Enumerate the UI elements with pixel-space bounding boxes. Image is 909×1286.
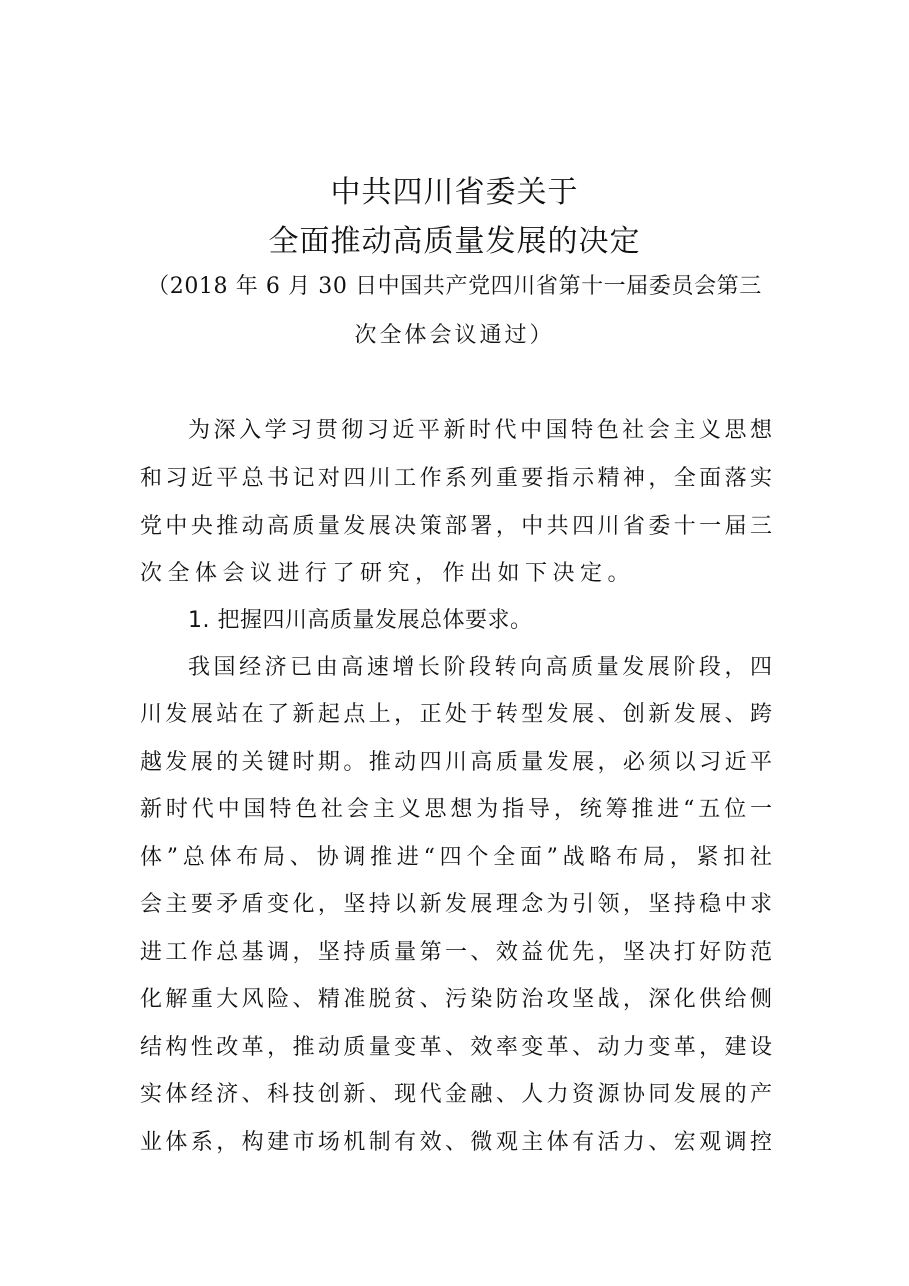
paragraph-2-line: 化解重大风险、精准脱贫、污染防治攻坚战，深化供给侧	[140, 987, 772, 1012]
paragraph-1-line: 次全体会议进行了研究，作出如下决定。	[140, 561, 636, 586]
paragraph-2-line: 进工作总基调，坚持质量第一、效益优先，坚决打好防范	[140, 940, 772, 965]
paragraph-2-line: 会主要矛盾变化，坚持以新发展理念为引领，坚持稳中求	[140, 892, 772, 917]
paragraph-2-line: 川发展站在了新起点上，正处于转型发展、创新发展、跨	[140, 702, 772, 727]
document-title-line-1: 中共四川省委关于	[330, 175, 579, 210]
paragraph-2-line: 结构性改革，推动质量变革、效率变革、动力变革，建设	[140, 1035, 772, 1060]
document-title-line-2: 全面推动高质量发展的决定	[268, 224, 641, 259]
paragraph-2-line: 新时代中国特色社会主义思想为指导，统筹推进“五位一	[140, 797, 772, 822]
paragraph-1-line: 党中央推动高质量发展决策部署，中共四川省委十一届三	[140, 514, 772, 539]
paragraph-2-line: 我国经济已由高速增长阶段转向高质量发展阶段，四	[188, 655, 772, 680]
paragraph-2-line: 越发展的关键时期。推动四川高质量发展，必须以习近平	[140, 750, 772, 775]
paragraph-1-line: 和习近平总书记对四川工作系列重要指示精神，全面落实	[140, 466, 772, 491]
paragraph-2-line: 体”总体布局、协调推进“四个全面”战略布局，紧扣社	[140, 845, 772, 870]
section-1-heading: 1. 把握四川高质量发展总体要求。	[188, 608, 533, 633]
paragraph-2-line: 业体系，构建市场机制有效、微观主体有活力、宏观调控	[140, 1130, 772, 1155]
document-subtitle-line-1: （2018 年 6 月 30 日中国共产党四川省第十一届委员会第三	[147, 274, 762, 299]
paragraph-1-line: 为深入学习贯彻习近平新时代中国特色社会主义思想	[188, 418, 772, 443]
paragraph-2-line: 实体经济、科技创新、现代金融、人力资源协同发展的产	[140, 1082, 772, 1107]
document-subtitle-line-2: 次全体会议通过）	[354, 323, 555, 348]
